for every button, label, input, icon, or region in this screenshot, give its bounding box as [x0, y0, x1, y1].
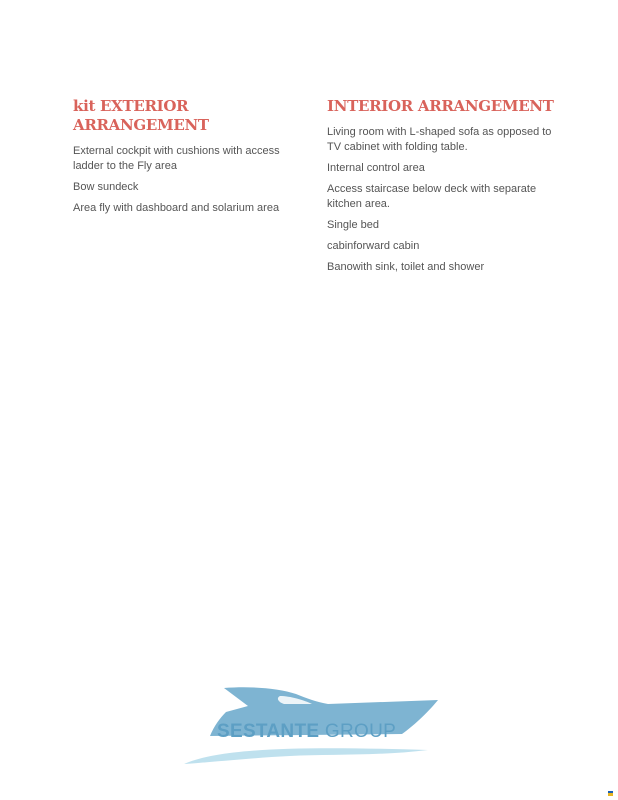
interior-item: Internal control area [327, 162, 425, 174]
exterior-item: External cockpit with cushions with access ladder to the Fly area [73, 145, 280, 172]
exterior-item: Area fly with dashboard and solarium area [73, 202, 280, 214]
sestante-group-logo [180, 684, 442, 770]
exterior-heading: kit EXTERIOR ARRANGEMENT [73, 97, 209, 134]
exterior-item: Bow sundeck [73, 181, 139, 193]
logo-group-word: GROUP [319, 721, 397, 742]
logo-brand-name: SESTANTE [217, 721, 320, 742]
logo-text [217, 721, 396, 743]
interior-heading: INTERIOR ARRANGEMENT [327, 97, 554, 115]
interior-item: Living room with L-shaped sofa as opposed to TV cabinet with folding table. [327, 126, 552, 153]
corner-flag-icon [608, 791, 613, 796]
interior-item: Single bed [327, 219, 379, 231]
exterior-section [73, 97, 293, 222]
wave-shape [184, 748, 428, 764]
interior-item: Banowith sink, toilet and shower [327, 261, 485, 273]
interior-item: Access staircase below deck with separate kitchen area. [327, 183, 537, 210]
interior-item: cabinforward cabin [327, 240, 420, 252]
interior-section [327, 97, 557, 281]
